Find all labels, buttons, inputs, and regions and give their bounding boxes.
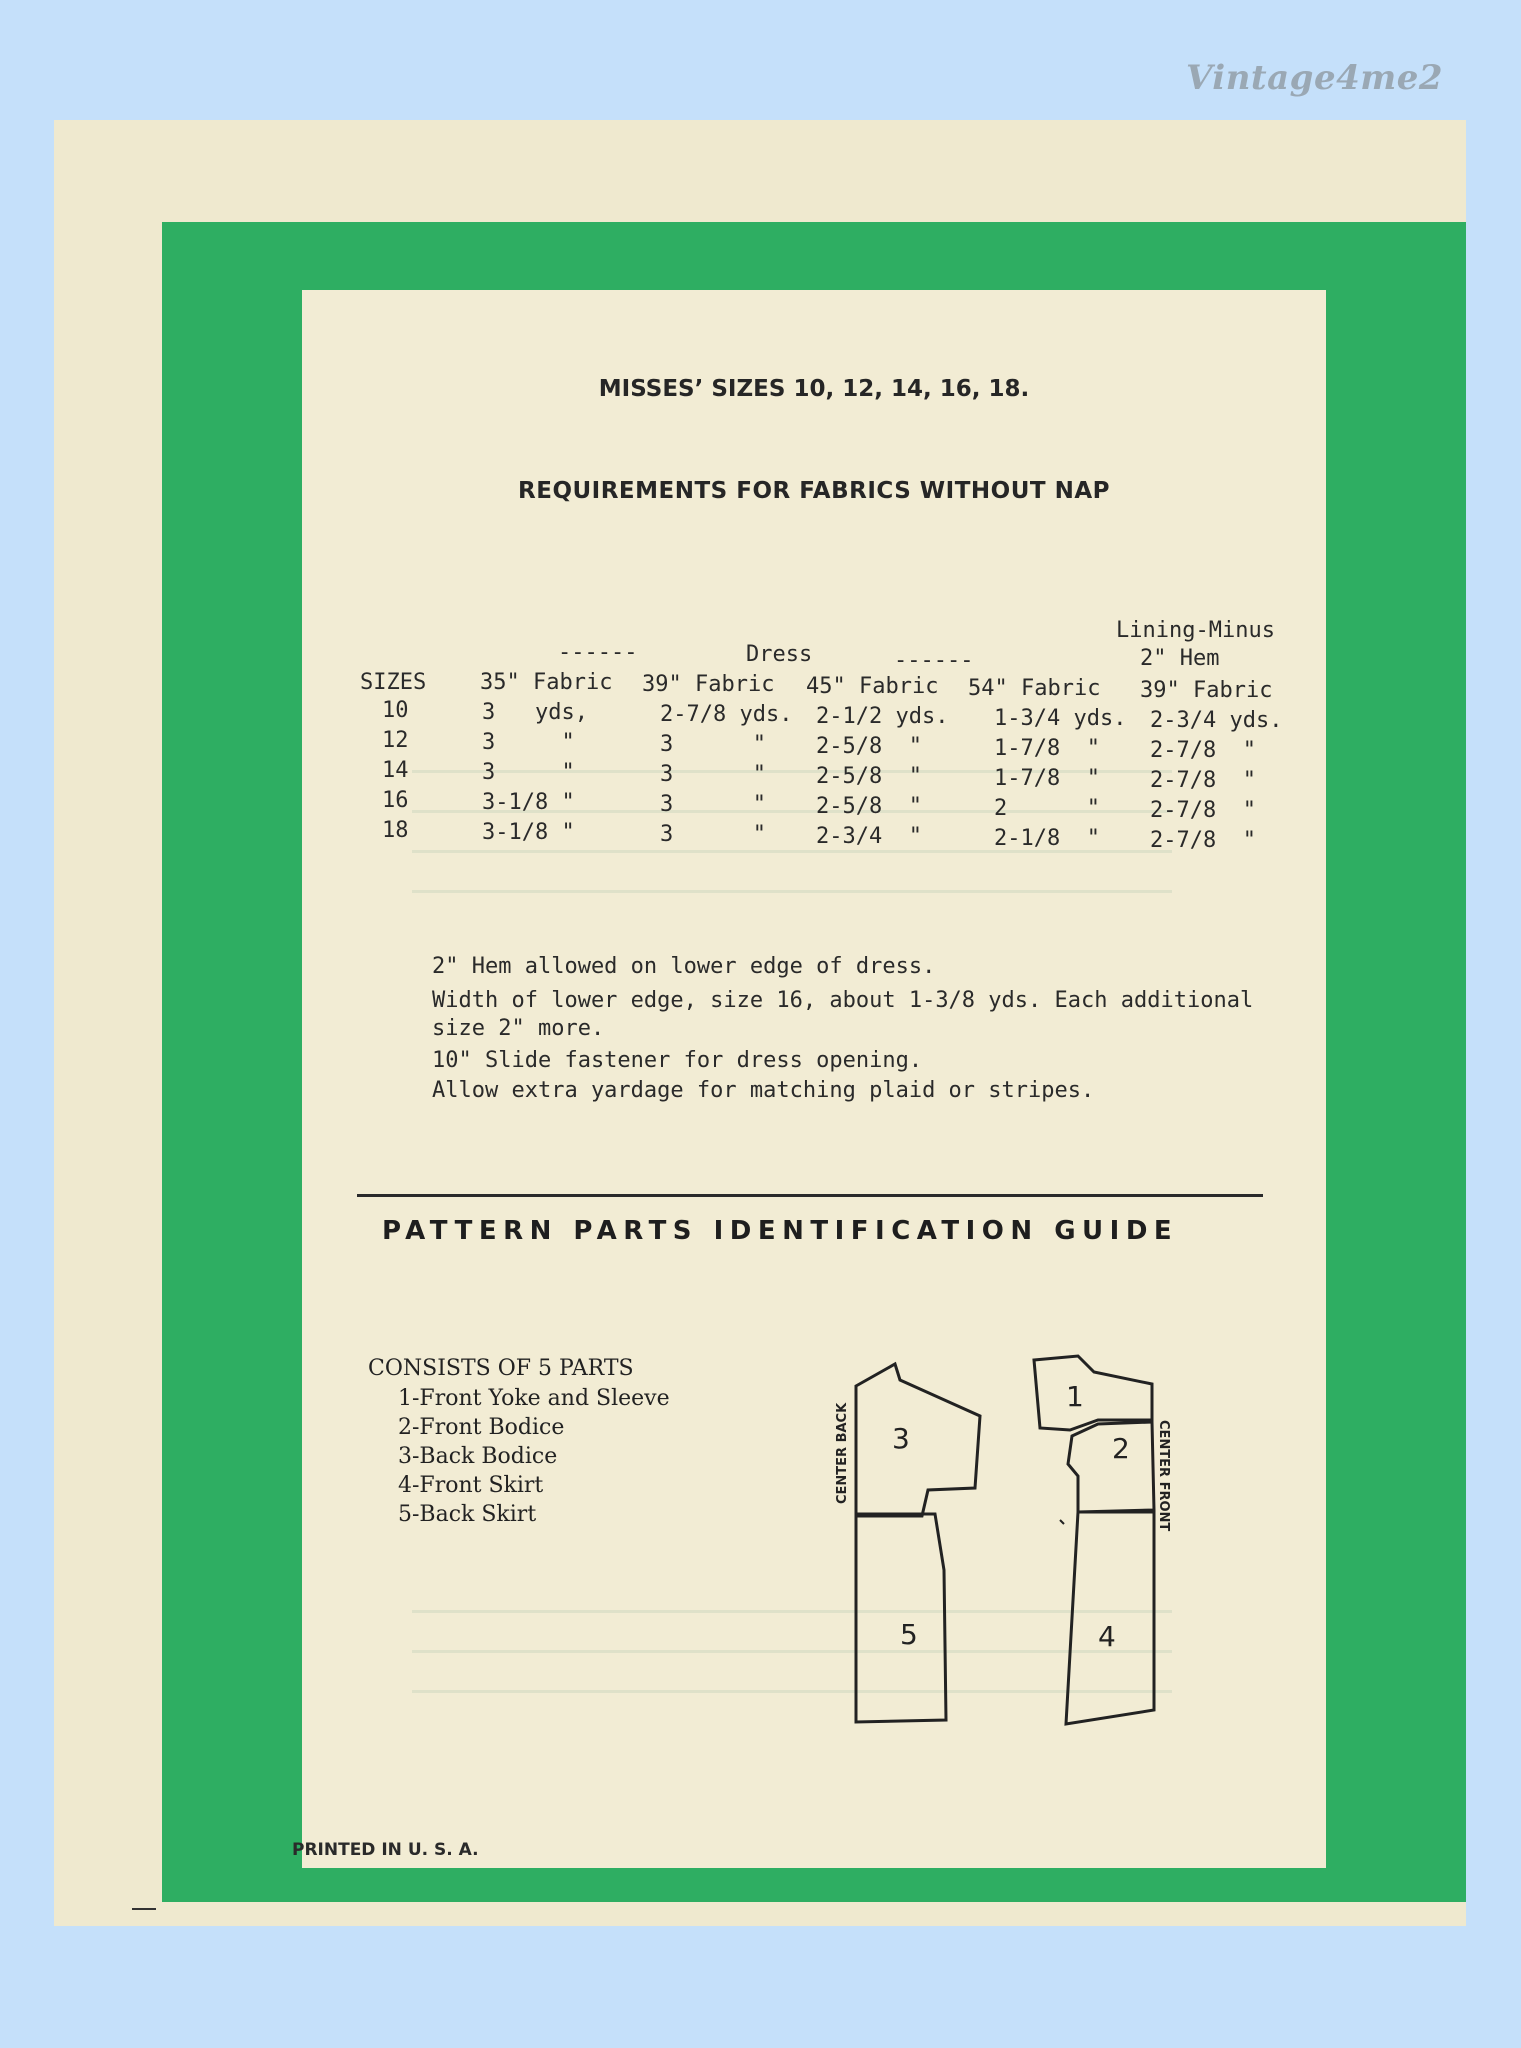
table-cell: 12 bbox=[382, 728, 409, 753]
label-4: 4 bbox=[1098, 1620, 1116, 1653]
table-cell: 14 bbox=[382, 758, 409, 783]
col-54: 54" Fabric bbox=[968, 676, 1101, 701]
ghost-line bbox=[412, 1650, 1172, 1653]
label-3: 3 bbox=[892, 1422, 910, 1455]
table-cell: 2-5/8 " bbox=[816, 794, 922, 819]
table-cell: 2-1/2 yds. bbox=[816, 704, 949, 729]
label-1: 1 bbox=[1066, 1380, 1084, 1413]
table-cell: 2-1/8 " bbox=[994, 826, 1100, 851]
table-cell: 3 " bbox=[482, 760, 575, 785]
dress-dashes-left: ------ bbox=[558, 640, 638, 665]
note-plaid: Allow extra yardage for matching plaid or stripes. bbox=[432, 1078, 1095, 1103]
table-cell: 1-7/8 " bbox=[994, 766, 1100, 791]
part-5: 5-Back Skirt bbox=[398, 1502, 537, 1527]
sizes-title: MISSES’ SIZES 10, 12, 14, 16, 18. bbox=[598, 376, 1030, 402]
parts-count: CONSISTS OF 5 PARTS bbox=[368, 1356, 634, 1381]
guide-title: PATTERN PARTS IDENTIFICATION GUIDE bbox=[382, 1216, 1179, 1246]
note-slide-fastener: 10" Slide fastener for dress opening. bbox=[432, 1048, 923, 1073]
table-cell: 3 " bbox=[660, 732, 766, 757]
corner-mark bbox=[132, 1908, 156, 1910]
col-45: 45" Fabric bbox=[806, 674, 939, 699]
dress-label: Dress bbox=[746, 642, 813, 667]
table-cell: 3 " bbox=[482, 730, 575, 755]
part-1: 1-Front Yoke and Sleeve bbox=[398, 1386, 670, 1411]
ghost-line bbox=[412, 1690, 1172, 1693]
table-cell: 10 bbox=[382, 698, 409, 723]
table-cell: 2-7/8 " bbox=[1150, 738, 1256, 763]
table-cell: 2-7/8 " bbox=[1150, 798, 1256, 823]
table-cell: 3 " bbox=[660, 822, 766, 847]
ghost-line bbox=[412, 890, 1172, 893]
note-hem: 2" Hem allowed on lower edge of dress. bbox=[432, 954, 936, 979]
col-sizes: SIZES bbox=[360, 670, 427, 695]
center-front-label: CENTER FRONT bbox=[1156, 1420, 1171, 1532]
part-4: 4-Front Skirt bbox=[398, 1473, 544, 1498]
note-size-more: size 2" more. bbox=[432, 1016, 605, 1041]
table-cell: 2-3/4 yds. bbox=[1150, 708, 1283, 733]
requirements-title: REQUIREMENTS FOR FABRICS WITHOUT NAP bbox=[518, 478, 1110, 504]
table-cell: 2 " bbox=[994, 796, 1100, 821]
table-cell: 2-5/8 " bbox=[816, 764, 922, 789]
col-35: 35" Fabric bbox=[480, 670, 613, 695]
table-cell: 3 " bbox=[660, 792, 766, 817]
col-39: 39" Fabric bbox=[642, 672, 775, 697]
table-cell: 3-1/8 " bbox=[482, 790, 575, 815]
table-cell: 2-7/8 " bbox=[1150, 828, 1256, 853]
table-cell: 1-3/4 yds. bbox=[994, 706, 1127, 731]
table-cell: 2-3/4 " bbox=[816, 824, 922, 849]
table-cell: 18 bbox=[382, 818, 409, 843]
watermark: Vintage4me2 bbox=[1186, 58, 1443, 98]
section-rule bbox=[357, 1194, 1263, 1197]
table-cell: 3-1/8 " bbox=[482, 820, 575, 845]
ghost-line bbox=[412, 1610, 1172, 1613]
note-width: Width of lower edge, size 16, about 1-3/8 yds. Each additional bbox=[432, 988, 1254, 1013]
label-5: 5 bbox=[900, 1618, 918, 1651]
table-cell: 16 bbox=[382, 788, 409, 813]
lining-label: Lining-Minus bbox=[1116, 618, 1275, 643]
label-2: 2 bbox=[1112, 1432, 1130, 1465]
table-cell: 2-5/8 " bbox=[816, 734, 922, 759]
dress-dashes-right: ------ bbox=[894, 648, 974, 673]
part-3: 3-Back Bodice bbox=[398, 1444, 558, 1469]
table-cell: 2-7/8 " bbox=[1150, 768, 1256, 793]
col-lining-39: 39" Fabric bbox=[1140, 678, 1273, 703]
table-cell: 1-7/8 " bbox=[994, 736, 1100, 761]
table-cell: 3 yds, bbox=[482, 700, 588, 725]
part-2: 2-Front Bodice bbox=[398, 1415, 565, 1440]
center-back-label: CENTER BACK bbox=[835, 1402, 850, 1504]
lining-hem: 2" Hem bbox=[1140, 646, 1220, 671]
table-cell: 3 " bbox=[660, 762, 766, 787]
table-cell: 2-7/8 yds. bbox=[660, 702, 793, 727]
printed-in-usa: PRINTED IN U. S. A. bbox=[292, 1840, 479, 1860]
